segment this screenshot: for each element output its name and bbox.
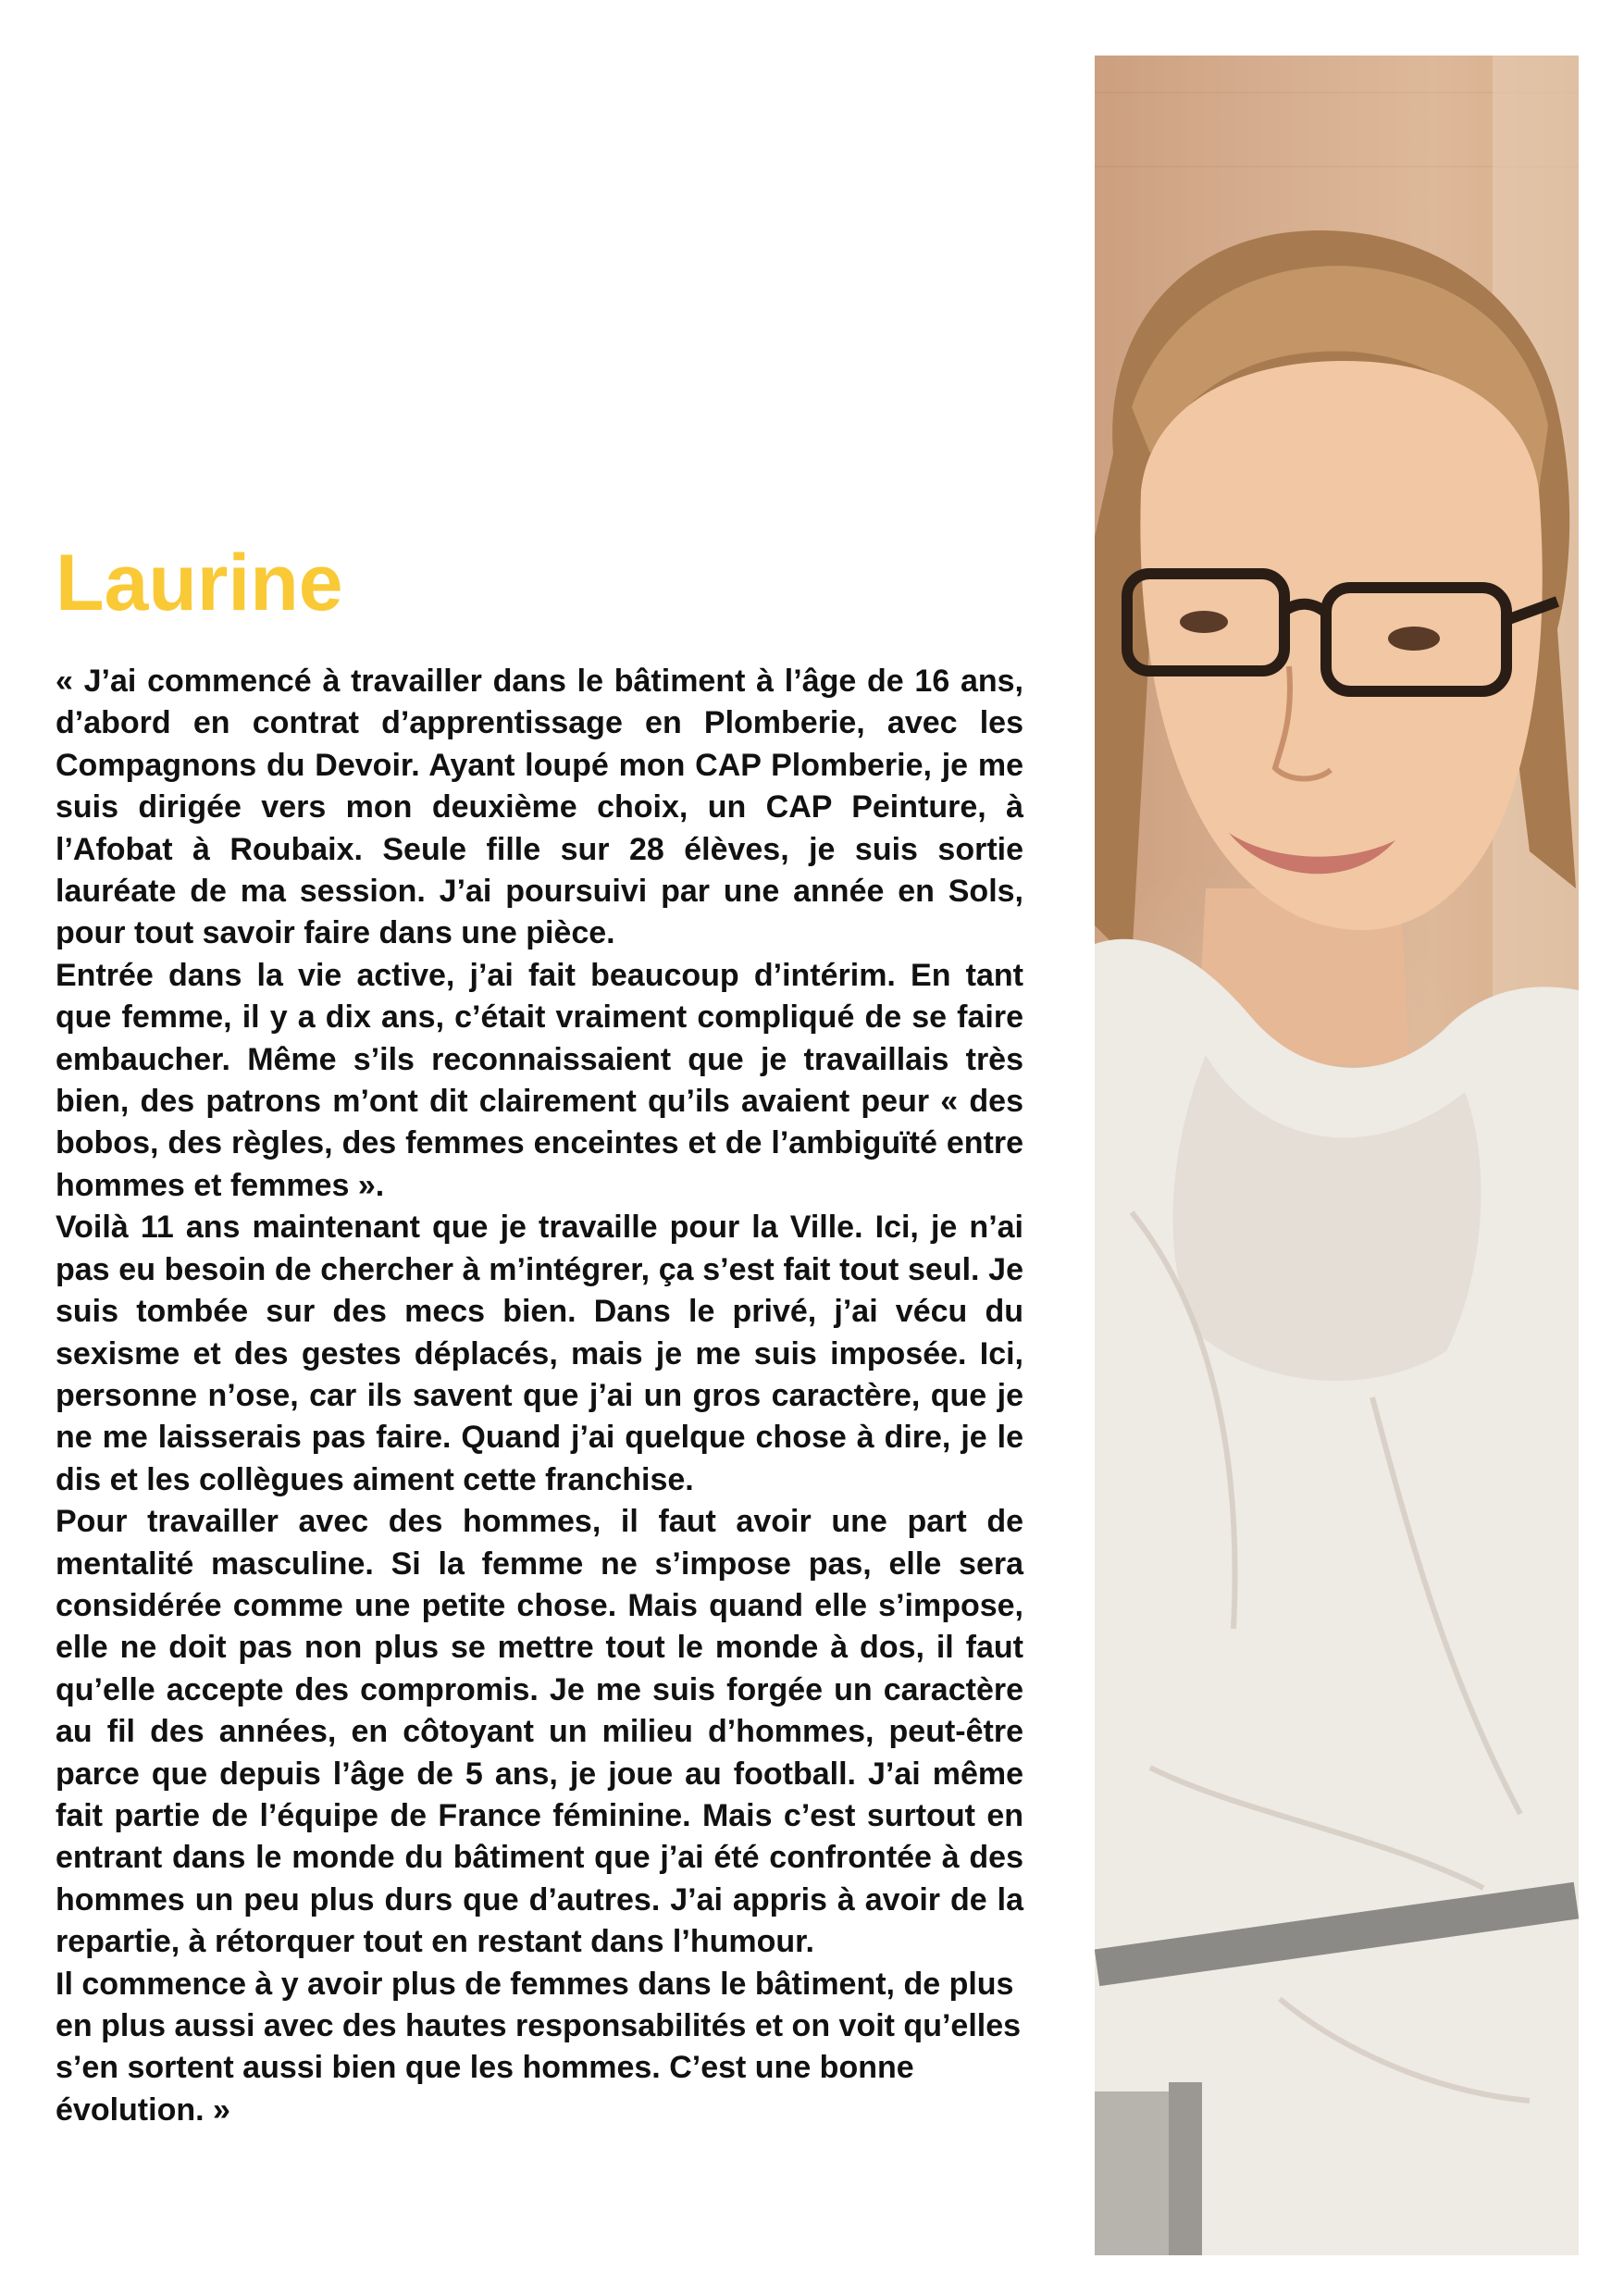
right-eye	[1388, 627, 1440, 651]
paragraph-4: Pour travailler avec des hommes, il faut avoir une part de mentalité masculine. Si la femme ne s’impose pas, elle sera considérée comme une petite chose. Mais quand elle s’impose, elle ne doit pas non plus se mettre tout le monde à dos, il faut qu’elle accepte des compromis. Je me suis forgée un caractère au fil des années, en côtoyant un milieu d’hommes, peut-être parce que depuis l’âge de 5 ans, je joue au football. J’ai même fait partie de l’équipe de France féminine. Mais c’est surtout en entrant dans le monde du bâtiment que j’ai été confrontée à des hommes un peu plus durs que d’autres. J’ai appris à avoir de la repartie, à rétorquer tout en restant dans l’humour.	[56, 1504, 1023, 1960]
sweater	[1095, 939, 1579, 2255]
left-eye	[1180, 611, 1228, 633]
testimonial-text	[56, 661, 1023, 2131]
portrait-illustration	[1095, 56, 1579, 2255]
paragraph-2: Entrée dans la vie active, j’ai fait beaucoup d’intérim. En tant que femme, il y a dix ans, c’était vraiment compliqué de se faire embaucher. Même s’ils reconnaissaient que je travaillais très bien, des patrons m’ont dit clairement qu’ils avaient peur « des bobos, des règles, des femmes enceintes et de l’ambiguïté entre hommes et femmes ».	[56, 957, 1023, 1203]
page-title: Laurine	[56, 539, 343, 627]
paragraph-1: « J’ai commencé à travailler dans le bâtiment à l’âge de 16 ans, d’abord en contrat d’apprentissage en Plomberie, avec les Compagnons du Devoir. Ayant loupé mon CAP Plomberie, je me suis dirigée vers mon deuxième choix, un CAP Peinture, à l’Afobat à Roubaix. Seule fille sur 28 élèves, je suis sortie lauréate de ma session. J’ai poursuivi par une année en Sols, pour tout savoir faire dans une pièce.	[56, 664, 1023, 951]
paragraph-3: Voilà 11 ans maintenant que je travaille pour la Ville. Ici, je n’ai pas eu besoin de chercher à m’intégrer, ça s’est fait tout seul. Je suis tombée sur des mecs bien. Dans le privé, j’ai vécu du sexisme et des gestes déplacés, mais je me suis imposée. Ici, personne n’ose, car ils savent que j’ai un gros caractère, que je ne me laisserais pas faire. Quand j’ai quelque chose à dire, je le dis et les collègues aiment cette franchise.	[56, 1210, 1023, 1497]
paragraph-5: Il commence à y avoir plus de femmes dans le bâtiment, de plus en plus aussi avec des hautes responsabilités et on voit qu’elles s’en sortent aussi bien que les hommes. C’est une bonne évolution. »	[56, 1966, 1022, 2128]
portrait-photo	[1095, 56, 1579, 2255]
